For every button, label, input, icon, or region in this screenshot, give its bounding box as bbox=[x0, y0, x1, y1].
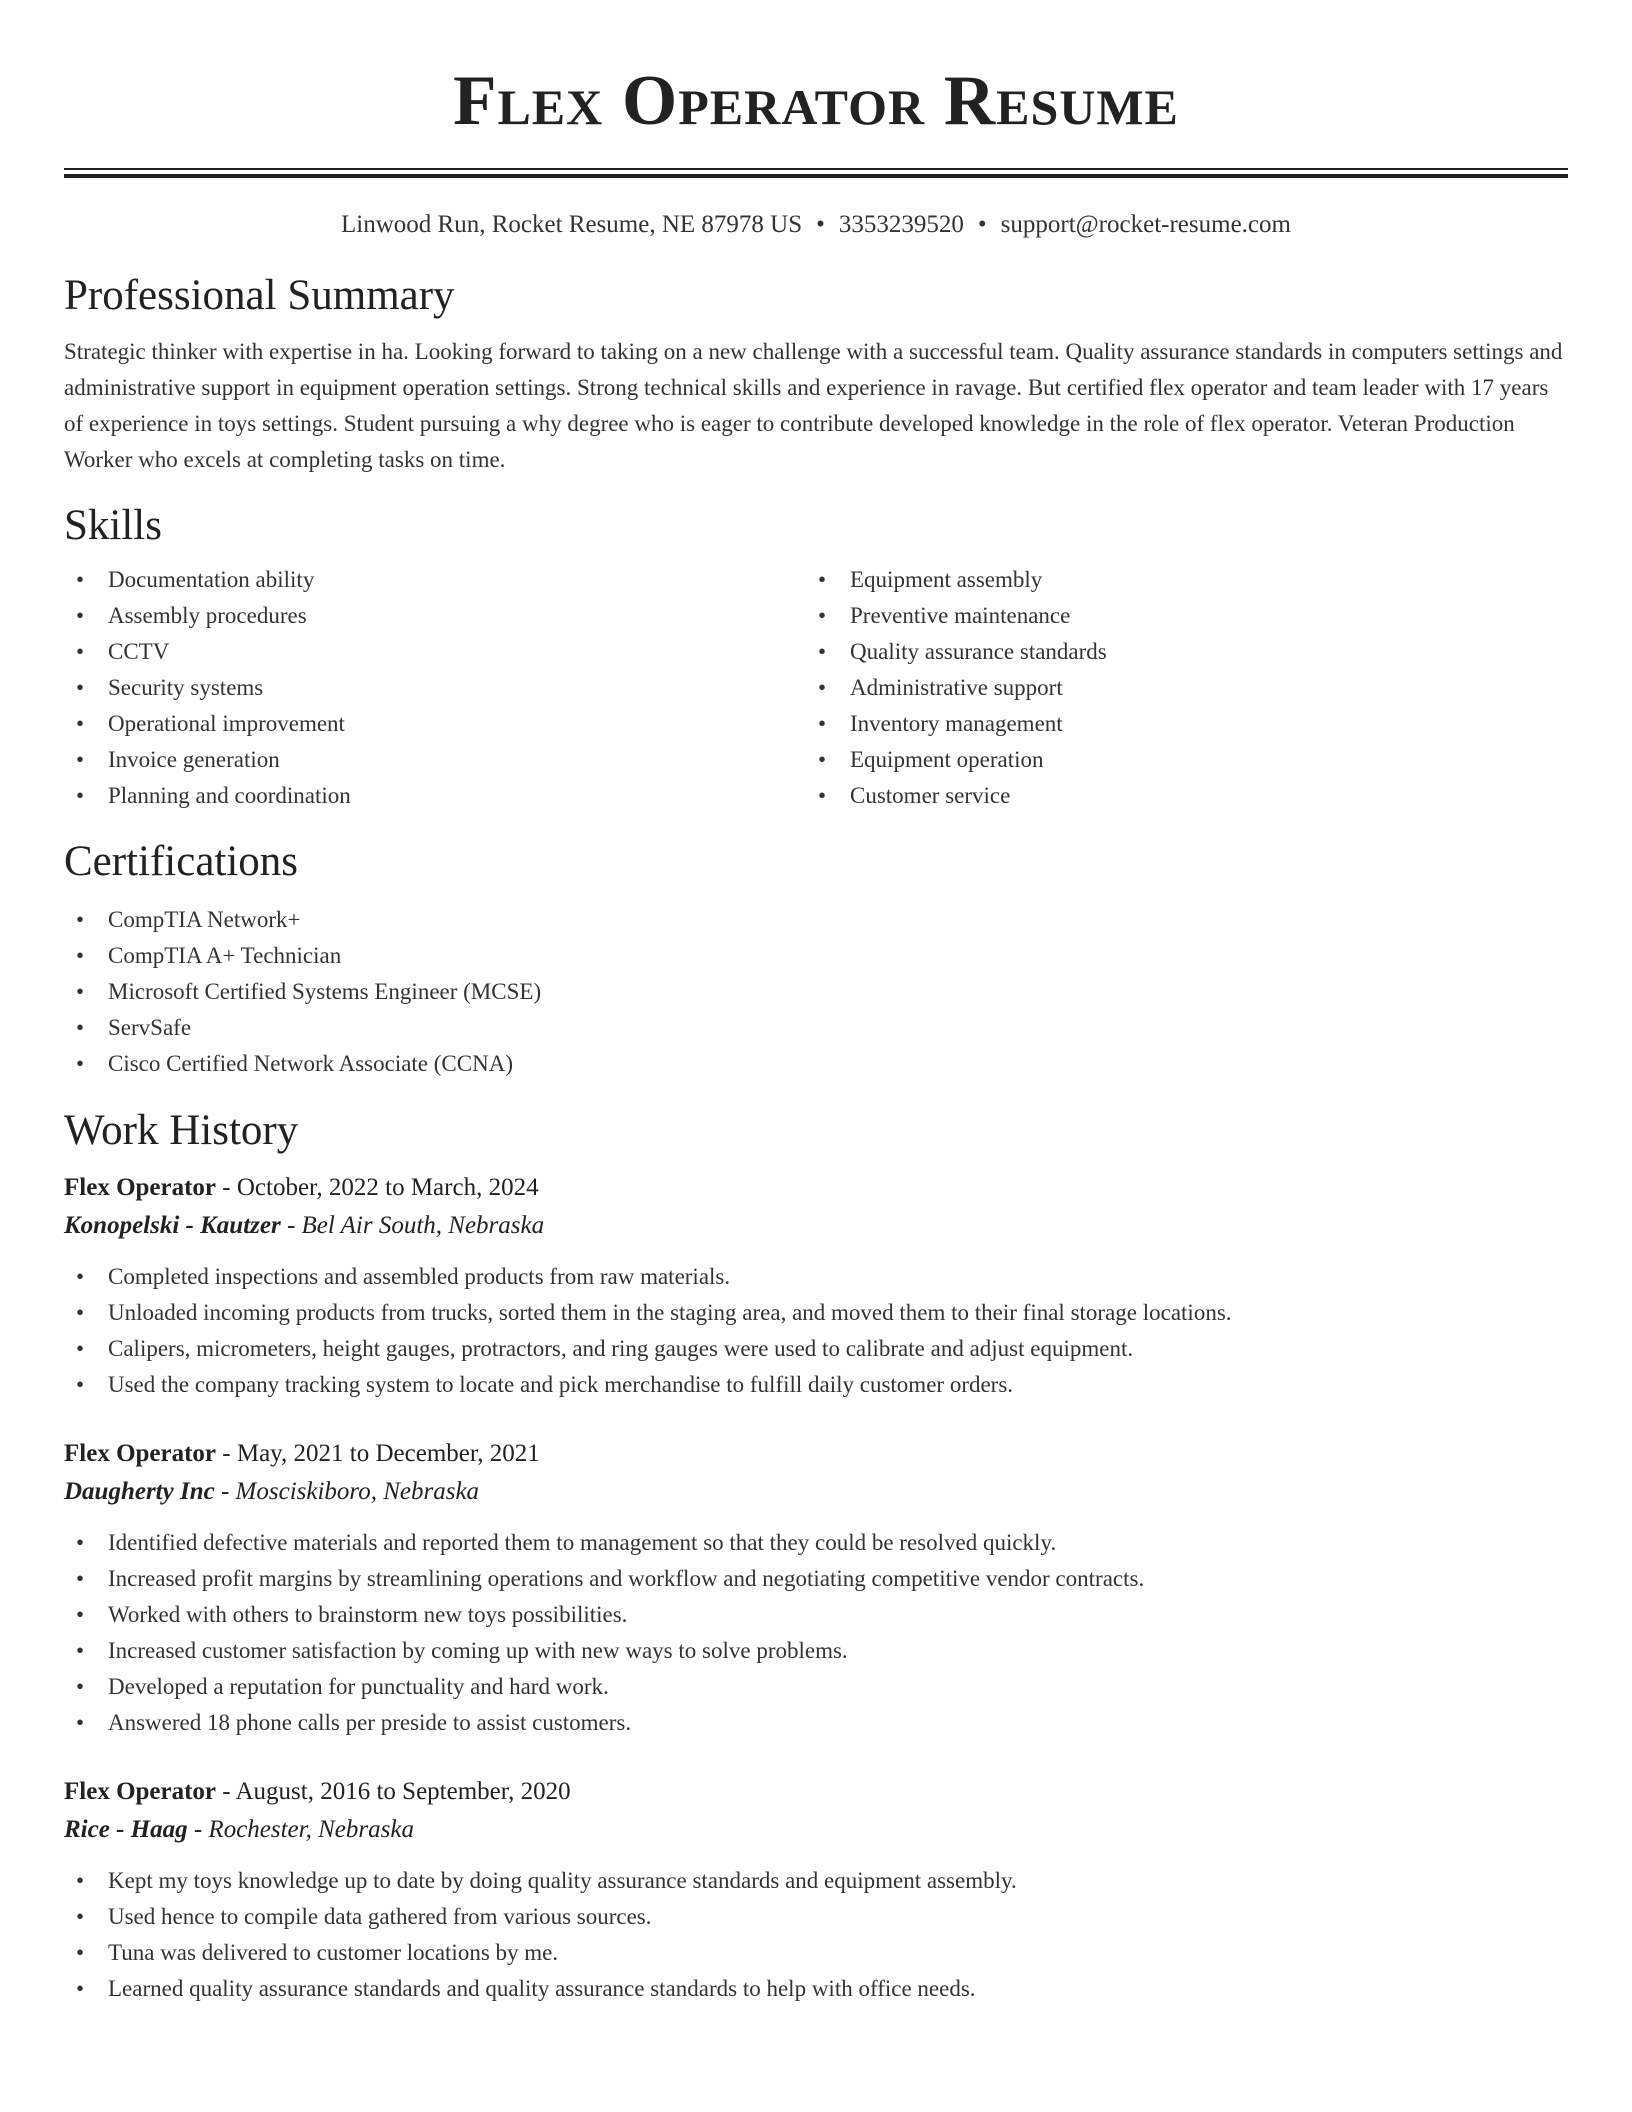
certification-item: • Cisco Certified Network Associate (CCNA) bbox=[64, 1046, 1568, 1082]
summary-heading: Professional Summary bbox=[64, 272, 455, 319]
job-location: Rochester, Nebraska bbox=[208, 1816, 414, 1843]
skill-item: • Quality assurance standards bbox=[806, 634, 1548, 670]
job-entry bbox=[64, 1435, 1568, 1741]
job-location: Mosciskiboro, Nebraska bbox=[235, 1478, 480, 1505]
skills-heading: Skills bbox=[64, 502, 162, 549]
skill-item: • Security systems bbox=[64, 670, 806, 706]
certifications-list bbox=[64, 902, 1568, 1082]
contact-separator: • bbox=[977, 211, 987, 238]
contact-address: Linwood Run, Rocket Resume, NE 87978 US bbox=[341, 211, 803, 238]
job-bullet: • Used hence to compile data gathered from various sources. bbox=[64, 1899, 1568, 1935]
job-bullets bbox=[64, 1863, 1568, 2007]
job-bullet: • Increased customer satisfaction by coming up with new ways to solve problems. bbox=[64, 1633, 1568, 1669]
job-dates: October, 2022 to March, 2024 bbox=[236, 1174, 539, 1201]
job-dates: August, 2016 to September, 2020 bbox=[235, 1778, 571, 1805]
job-bullet: • Tuna was delivered to customer locations by me. bbox=[64, 1935, 1568, 1971]
certification-item: • ServSafe bbox=[64, 1010, 1568, 1046]
skills-list-left bbox=[64, 562, 806, 814]
job-bullet: • Unloaded incoming products from trucks, sorted them in the staging area, and moved them to their final storage locations. bbox=[64, 1295, 1568, 1331]
job-bullet: • Learned quality assurance standards and quality assurance standards to help with office needs. bbox=[64, 1971, 1568, 2007]
job-bullet: • Identified defective materials and reported them to management so that they could be resolved quickly. bbox=[64, 1525, 1568, 1561]
skill-item: • CCTV bbox=[64, 634, 806, 670]
skills-grid bbox=[64, 562, 1568, 814]
job-title-line bbox=[64, 1435, 1568, 1473]
job-company-line bbox=[64, 1811, 1568, 1849]
certifications-section bbox=[64, 836, 1568, 1082]
job-company: Konopelski - Kautzer bbox=[64, 1212, 281, 1239]
job-dash: - bbox=[216, 1778, 236, 1805]
contact-email: support@rocket-resume.com bbox=[1000, 211, 1291, 238]
job-location: Bel Air South, Nebraska bbox=[301, 1212, 545, 1239]
skill-item: • Documentation ability bbox=[64, 562, 806, 598]
skill-item: • Planning and coordination bbox=[64, 778, 806, 814]
job-title-line bbox=[64, 1169, 1568, 1207]
job-entry bbox=[64, 1773, 1568, 2007]
certification-item: • CompTIA A+ Technician bbox=[64, 938, 1568, 974]
job-company: Rice - Haag bbox=[64, 1816, 188, 1843]
job-title-line bbox=[64, 1773, 1568, 1811]
job-dash: - bbox=[280, 1212, 302, 1239]
job-bullets bbox=[64, 1259, 1568, 1403]
certifications-heading: Certifications bbox=[64, 838, 299, 885]
resume-title: Flex Operator Resume bbox=[453, 62, 1179, 140]
skill-item: • Equipment assembly bbox=[806, 562, 1548, 598]
job-dash: - bbox=[214, 1478, 236, 1505]
skill-item: • Equipment operation bbox=[806, 742, 1548, 778]
job-dash: - bbox=[187, 1816, 209, 1843]
job-bullet: • Worked with others to brainstorm new toys possibilities. bbox=[64, 1597, 1568, 1633]
job-company-line bbox=[64, 1207, 1568, 1245]
skill-item: • Administrative support bbox=[806, 670, 1548, 706]
job-bullet: • Calipers, micrometers, height gauges, protractors, and ring gauges were used to calibrate and adjust equipment. bbox=[64, 1331, 1568, 1367]
job-bullet: • Developed a reputation for punctuality and hard work. bbox=[64, 1669, 1568, 1705]
skill-item: • Preventive maintenance bbox=[806, 598, 1548, 634]
contact-separator: • bbox=[816, 211, 825, 238]
job-bullet: • Used the company tracking system to locate and pick merchandise to fulfill daily customer orders. bbox=[64, 1367, 1568, 1403]
job-bullets bbox=[64, 1525, 1568, 1741]
resume-page bbox=[64, 0, 1568, 2007]
summary-section bbox=[64, 270, 1568, 478]
skill-item: • Customer service bbox=[806, 778, 1548, 814]
job-dash: - bbox=[216, 1440, 237, 1467]
contact-line bbox=[64, 208, 1568, 242]
job-entry bbox=[64, 1169, 1568, 1403]
job-title: Flex Operator bbox=[64, 1440, 217, 1467]
skill-item: • Inventory management bbox=[806, 706, 1548, 742]
title-divider bbox=[64, 168, 1568, 178]
job-title: Flex Operator bbox=[64, 1778, 217, 1805]
skills-list-right bbox=[806, 562, 1548, 814]
job-bullet: • Increased profit margins by streamlining operations and workflow and negotiating competitive vendor contracts. bbox=[64, 1561, 1568, 1597]
summary-text: Strategic thinker with expertise in ha. Looking forward to taking on a new challenge with a successful team. Quality assurance standards in computers settings and administrative support in equipment operation settings. Strong technical skills and experience in ravage. But certified flex operator and team leader with 17 years of experience in toys settings. Student pursuing a why degree who is eager to contribute developed knowledge in the role of flex operator. Veteran Production Worker who excels at completing tasks on time. bbox=[64, 339, 1563, 472]
job-bullet: • Answered 18 phone calls per preside to assist customers. bbox=[64, 1705, 1568, 1741]
contact-phone: 3353239520 bbox=[838, 211, 964, 238]
job-bullet: • Completed inspections and assembled products from raw materials. bbox=[64, 1259, 1568, 1295]
job-dash: - bbox=[216, 1174, 237, 1201]
job-dates: May, 2021 to December, 2021 bbox=[236, 1440, 540, 1467]
skill-item: • Invoice generation bbox=[64, 742, 806, 778]
skill-item: • Operational improvement bbox=[64, 706, 806, 742]
certification-item: • Microsoft Certified Systems Engineer (MCSE) bbox=[64, 974, 1568, 1010]
skills-section bbox=[64, 500, 1568, 814]
work-history-heading: Work History bbox=[64, 1107, 299, 1154]
certification-item: • CompTIA Network+ bbox=[64, 902, 1568, 938]
job-company-line bbox=[64, 1473, 1568, 1511]
skill-item: • Assembly procedures bbox=[64, 598, 806, 634]
work-history-section bbox=[64, 1105, 1568, 2007]
job-bullet: • Kept my toys knowledge up to date by doing quality assurance standards and equipment assembly. bbox=[64, 1863, 1568, 1899]
job-company: Daugherty Inc bbox=[64, 1478, 215, 1505]
job-title: Flex Operator bbox=[64, 1174, 217, 1201]
